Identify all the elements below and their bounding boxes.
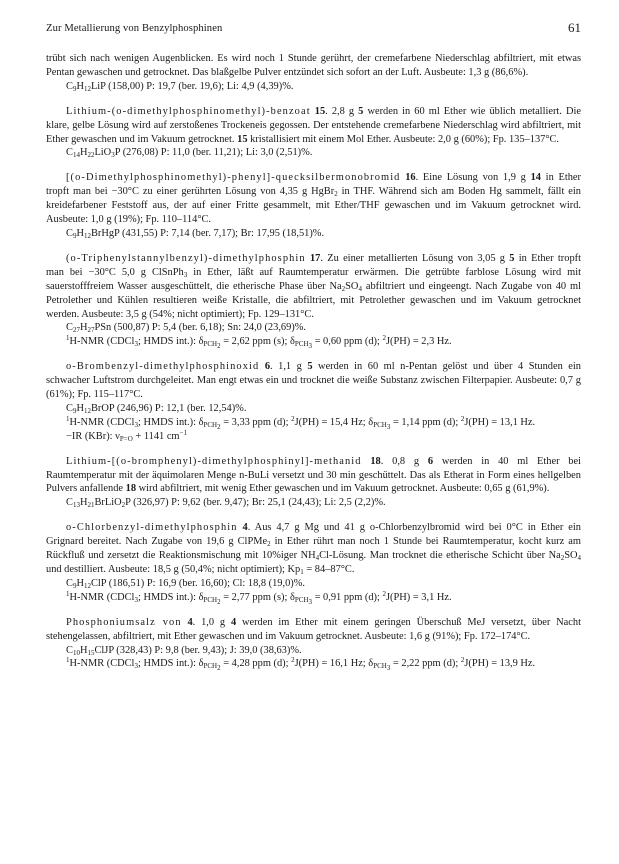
compound-paragraph: [(o-Dimethylphosphinomethyl)-phenyl]-quecksilbermonobromid 16. Eine Lösung von 1,9 g 14 in Ether tropft man bei −30°C zu einer gerührten Lösung von 4,35 g HgBr$_2$ in THF. Während sich am Boden Hg sammelt, fällt ein kreidefarbener Feststoff aus, der auf einer Fritte gesammelt, mit Ether/THF gewaschen und im Vakuum getrocknet wird. Ausbeute: 1,0 g (19%); Fp. 110–114°C. xyxy=(46,172,581,226)
compound-paragraph: Lithium-[(o-bromphenyl)-dimethylphosphinyl]-methanid 18. 0,8 g 6 werden in 40 ml Ether bei Raumtemperatur mit der äquimolaren Menge n-BuLi versetzt und 30 min geschüttelt. Das als Etherat in Form eines hellgelben Pulvers anfallende 18 wird abfiltriert, mit wenig Ether gewaschen und im Vakuum getrocknet. Ausbeute: 0,65 g (61,9%). xyxy=(46,455,582,495)
elemental-analysis: $C_{13}H_{21}BrLiO_2P$ (326,97) P: 9,62 (ber. 9,47); Br: 25,1 (24,43); Li: 2,5 (2,2)%. xyxy=(66,497,386,510)
compound-paragraph: o-Brombenzyl-dimethylphosphinoxid 6. 1,1 g 5 werden in 60 ml n-Pentan gelöst und über 4 Stunden ein schwacher Luftstrom durchgeleitet. Man engt etwas ein und trocknet die weiße Substanz zwischen Filterpapier. Ausbeute: 0,7 g (61%); Fp. 115–117°C. xyxy=(46,361,581,401)
running-title: Zur Metallierung von Benzylphosphinen xyxy=(46,23,223,34)
nmr-data: $^1$H-NMR (CDCl$_3$; HMDS int.): $\delta_{PCH_2} = 4,28$ ppm (d); $^2$J(PH) = 16,1 Hz; $\delta_{PCH_3} = 2,22$ ppm (d); $^2$J(PH) = 13,9 Hz. xyxy=(66,656,536,673)
ir-data: −IR (KBr): $\nu_{P=O} + 1141$ $cm^{-1}$ xyxy=(66,428,187,443)
elemental-analysis: $C_{27}H_{27}PSn$ (500,87) P: 5,4 (ber. 6,18); Sn: 24,0 (23,69)%. xyxy=(66,322,307,335)
elemental-analysis: $C_{14}H_{22}LiO_3P$ (276,08) P: 11,0 (ber. 11,21); Li: 3,0 (2,51)%. xyxy=(66,147,313,160)
compound-paragraph: (o-Triphenylstannylbenzyl)-dimethylphosphin 17. Zu einer metallierten Lösung von 3,05 g 5 in Ether tropft man bei −30°C 5,0 g ClSnPh$_3$ in Ether, läßt auf Raumtemperatur erwärmen. Die getrübte farblose Lösung wird mit sauerstofffreiem Wasser ausgeschüttelt, die etherische Phase über $Na_2SO_4$ abfiltriert und eingeengt. Nach Zugabe von 40 ml Petrolether und Kühlen resultieren weiße Kristalle, die abfiltriert, mit Petrolether gewaschen und im Vakuum getrocknet werden. Ausbeute: 3,5 g (54%; nicht optimiert); Fp. 129–131°C. xyxy=(46,252,582,320)
paragraph: trübt sich nach wenigen Augenblicken. Es wird noch 1 Stunde gerührt, der cremefarbene Niederschlag abfiltriert, mit etwas Pentan gewaschen und getrocknet. Das blaßgelbe Pulver entzündet sich sofort an der Luft. Ausbeute: 1,3 g (86,6%). xyxy=(46,53,581,78)
elemental-analysis: $C_9H_{12}ClP$ (186,51) P: 16,9 (ber. 16,60); Cl: 18,8 (19,0)%. xyxy=(66,577,306,590)
page-number: 61 xyxy=(568,20,581,35)
elemental-analysis: $C_9H_{12}LiP$ (158,00) P: 19,7 (ber. 19,6); Li: 4,9 (4,39)%. xyxy=(66,80,294,93)
running-header xyxy=(46,22,581,38)
compound-paragraph: o-Chlorbenzyl-dimethylphosphin 4. Aus 4,7 g Mg und 41 g o-Chlorbenzylbromid wird bei 0°C in Ether ein Grignard bereitet. Nach Zugabe von 19,6 g ClPMe$_2$ in Ether rührt man noch 1 Stunde bei Raumtemperatur, kocht kurz am Rückfluß und zersetzt die Reaktionsmischung mit 10%iger $NH_4Cl$-Lösung. Man trocknet die etherische Schicht über $Na_2SO_4$ und destilliert. Ausbeute: 18,5 g (50,4%; nicht optimiert); $Kp_1 = 84-87^\circ C$. xyxy=(46,522,582,576)
compound-paragraph: Phosphoniumsalz von 4. 1,0 g 4 werden im Ether mit einem geringen Überschuß MeJ versetzt, über Nacht stehengelassen, abfiltriert, mit Ether gewaschen und im Vakuum getrocknet. Ausbeute: 1,6 g (91%); Fp. 172–174°C. xyxy=(46,616,581,642)
elemental-analysis: $C_9H_{12}BrHgP$ (431,55) P: 7,14 (ber. 7,17); Br: 17,95 (18,51)%. xyxy=(66,227,325,240)
nmr-data: $^1$H-NMR (CDCl$_3$; HMDS int.): $\delta_{PCH_2} = 2,62$ ppm (s); $\delta_{PCH_3} = 0,60$ ppm (d); $^2$J(PH) = 2,3 Hz. xyxy=(66,334,452,351)
nmr-data: $^1$H-NMR (CDCl$_3$; HMDS int.): $\delta_{PCH_2} = 3,33$ ppm (d); $^2$J(PH) = 15,4 Hz; $\delta_{PCH_3} = 1,14$ ppm (d); $^2$J(PH) = 13,1 Hz. xyxy=(66,414,536,431)
elemental-analysis: $C_9H_{12}BrOP$ (246,96) P: 12,1 (ber. 12,54)%. xyxy=(66,402,247,415)
elemental-analysis: $C_{10}H_{15}ClJP$ (328,43) P: 9,8 (ber. 9,43); J: 39,0 (38,63)%. xyxy=(66,644,302,657)
compound-paragraph: Lithium-(o-dimethylphosphinomethyl)-benzoat 15. 2,8 g 5 werden in 60 ml Ether wie üblich metalliert. Die klare, gelbe Lösung wird auf zerstoßenes Trockeneis gegossen. Der entstehende cremefarbene Niederschlag wird abfiltriert, mit Ether gewaschen und im Vakuum getrocknet. 15 kristallisiert mit einem Mol Ether. Ausbeute: 2,0 g (60%); Fp. 135–137°C. xyxy=(46,105,581,145)
nmr-data: $^1$H-NMR (CDCl$_3$; HMDS int.): $\delta_{PCH_2} = 2,77$ ppm (s); $\delta_{PCH_3} = 0,91$ ppm (d); $^2$J(PH) = 3,1 Hz. xyxy=(66,589,452,606)
article-body xyxy=(46,52,581,671)
